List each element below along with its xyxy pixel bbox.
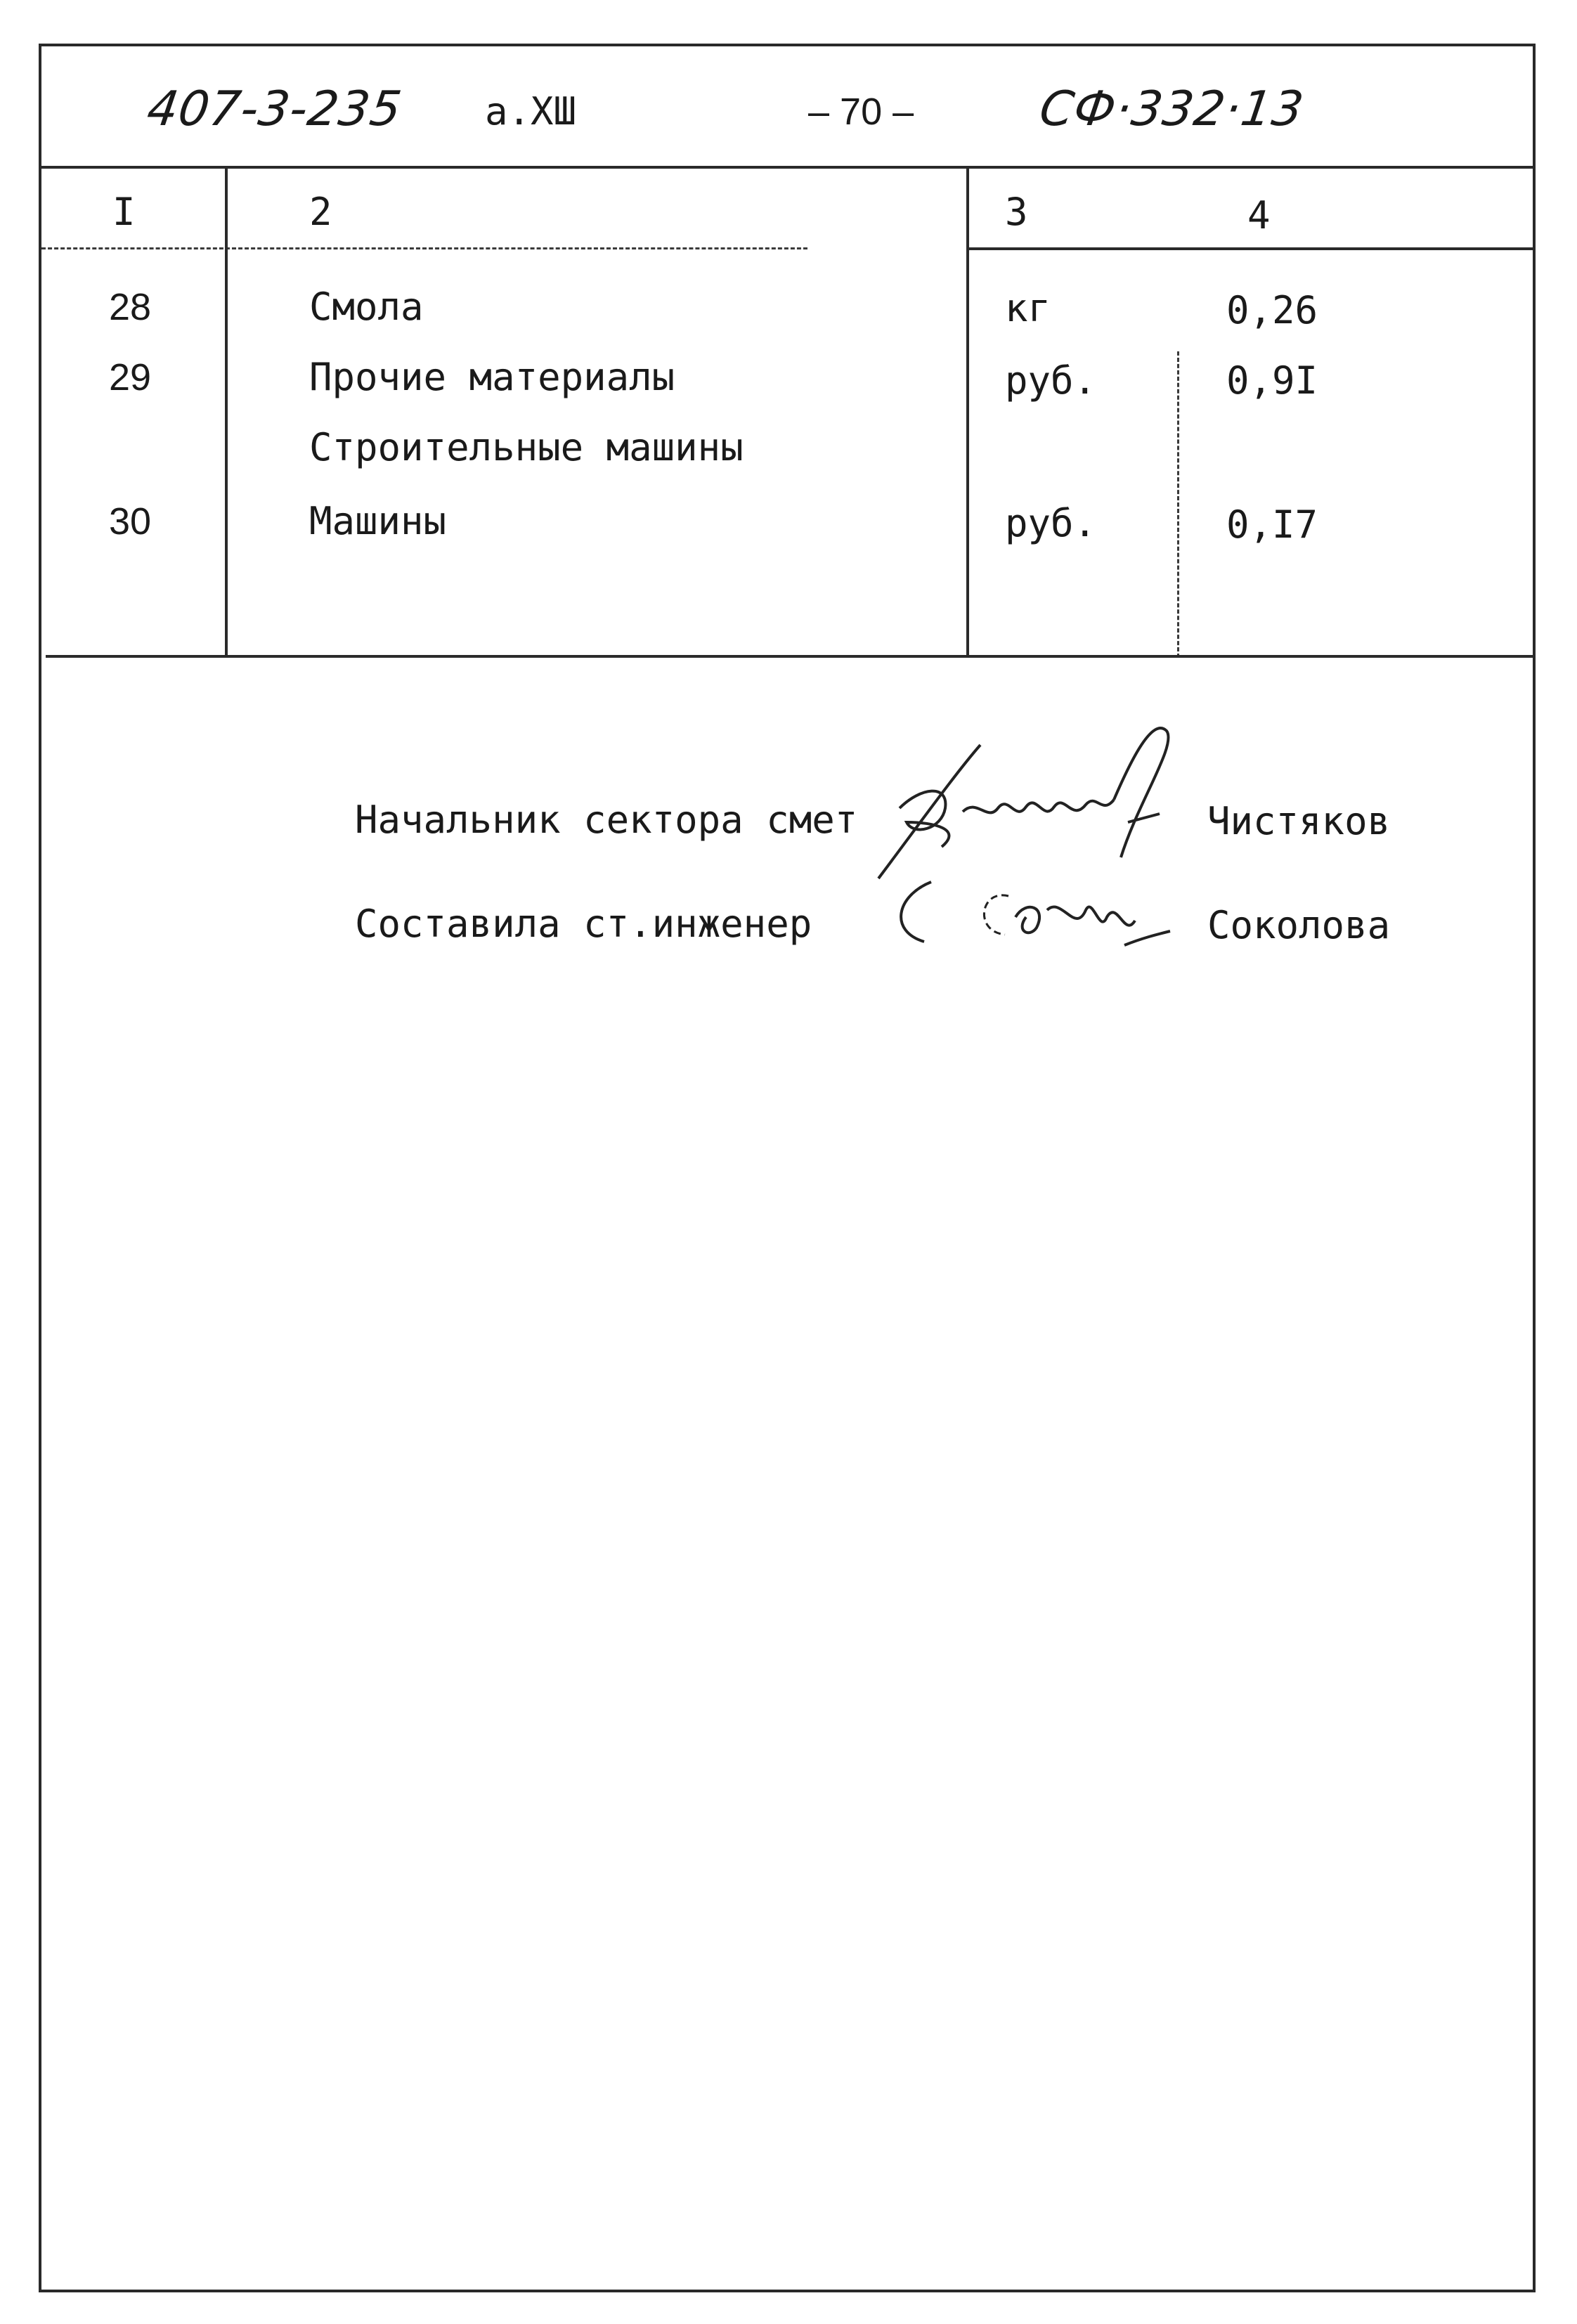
column-header-1: I <box>112 190 136 234</box>
doc-code: 407-3-235 <box>143 82 405 137</box>
column-header-rule-dashed <box>41 247 807 249</box>
row-28-number: 28 <box>109 286 152 328</box>
signature-role-1: Начальник сектора смет <box>355 798 858 842</box>
row-30-number: 30 <box>109 500 152 543</box>
signature-name-2: Соколова <box>1207 903 1391 947</box>
album-number: а.ХШ <box>485 89 577 134</box>
signature-name-1: Чистяков <box>1207 799 1391 843</box>
row-29-name: Прочие материалы <box>309 355 675 399</box>
column-divider-3 <box>1177 351 1179 658</box>
column-header-rule <box>966 247 1533 250</box>
column-divider-1 <box>225 166 228 658</box>
handwritten-signature-1 <box>857 717 1195 885</box>
column-header-2: 2 <box>309 190 332 234</box>
signature-role-2: Составила ст.инженер <box>355 902 812 946</box>
row-29-qty: 0,9I <box>1226 358 1318 403</box>
row-29-unit: руб. <box>1005 358 1097 403</box>
column-header-4: 4 <box>1247 193 1271 238</box>
row-29-number: 29 <box>109 356 152 398</box>
section-heading: Строительные машины <box>309 425 744 469</box>
row-30-unit: руб. <box>1005 501 1097 545</box>
handwritten-signature-2 <box>875 868 1184 994</box>
sheet-code: СФ·332·13 <box>1036 82 1308 137</box>
table-bottom-rule <box>46 655 1533 658</box>
row-30-qty: 0,I7 <box>1226 502 1318 547</box>
row-30-name: Машины <box>309 499 447 543</box>
row-28-name: Смола <box>309 285 424 329</box>
page-number: – 70 – <box>808 91 914 133</box>
column-header-3: 3 <box>1005 190 1028 234</box>
column-divider-2 <box>966 166 969 658</box>
row-28-unit: кг <box>1005 286 1051 330</box>
row-28-qty: 0,26 <box>1226 288 1318 332</box>
header-rule <box>41 166 1533 169</box>
